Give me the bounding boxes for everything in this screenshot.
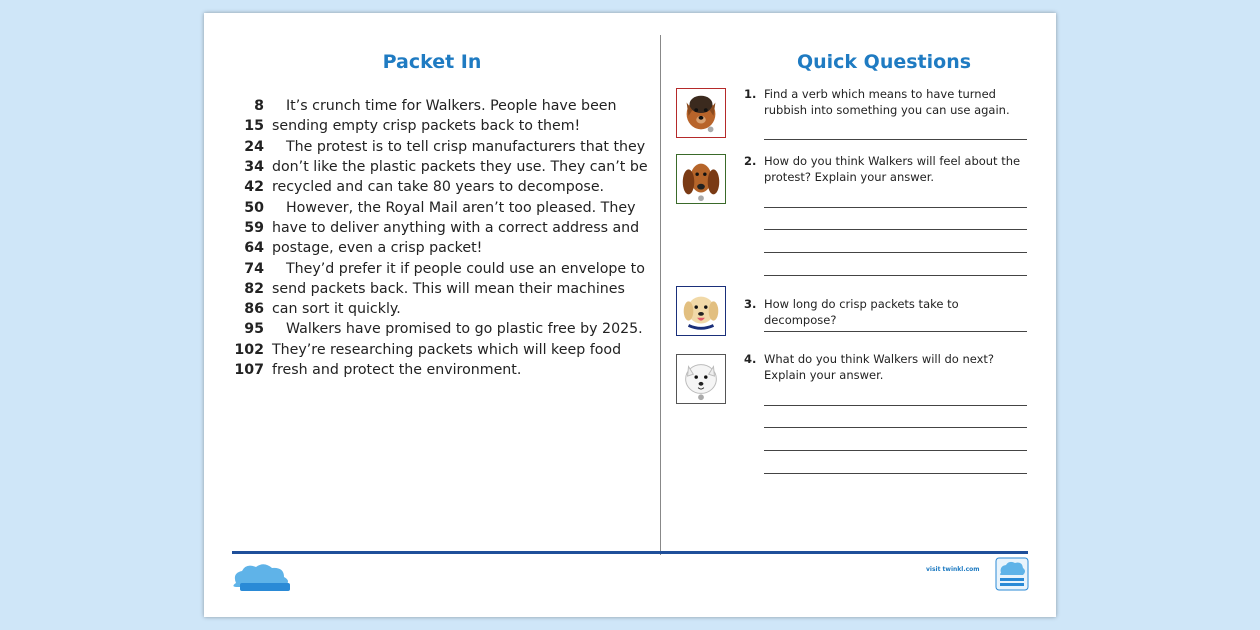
passage-line — [224, 197, 654, 217]
dog-icon-bloodhound — [676, 154, 726, 204]
question-2 — [744, 153, 1034, 185]
answer-line[interactable] — [764, 275, 1027, 276]
cloud-badge-icon — [995, 557, 1029, 591]
line-number: 102 — [234, 341, 264, 358]
question-text: How long do crisp packets take to decompose? — [764, 297, 959, 327]
line-number: 24 — [244, 138, 264, 155]
line-text: sending empty crisp packets back to them! — [272, 118, 581, 135]
question-3 — [744, 296, 1034, 328]
passage-line — [224, 279, 654, 299]
question-1 — [744, 86, 1034, 118]
answer-line[interactable] — [764, 139, 1027, 140]
answer-line[interactable] — [764, 450, 1027, 451]
line-number: 64 — [244, 240, 264, 257]
line-number: 107 — [234, 362, 264, 378]
passage-line — [224, 299, 654, 319]
answer-line[interactable] — [764, 427, 1027, 428]
question-text: What do you think Walkers will do next? Explain your answer. — [764, 352, 995, 382]
line-number: 15 — [244, 118, 264, 135]
line-number: 74 — [244, 260, 264, 277]
line-text: They’d prefer it if people could use an envelope to — [286, 260, 645, 277]
question-number: 3. — [744, 297, 757, 311]
line-text: They’re researching packets which will keep food — [272, 341, 622, 358]
footer-rule — [232, 551, 1028, 554]
answer-line[interactable] — [764, 229, 1027, 230]
line-text: It’s crunch time for Walkers. People have been — [286, 98, 617, 115]
question-number: 1. — [744, 87, 757, 101]
passage-line — [224, 96, 654, 116]
line-text: fresh and protect the environment. — [272, 362, 522, 378]
question-number: 4. — [744, 352, 757, 366]
line-text: send packets back. This will mean their machines — [272, 280, 625, 297]
question-4 — [744, 351, 1034, 383]
passage-line — [224, 340, 654, 360]
answer-line[interactable] — [764, 473, 1027, 474]
line-number: 50 — [244, 199, 264, 216]
line-number: 86 — [244, 301, 264, 318]
answer-line[interactable] — [764, 252, 1027, 253]
line-number: 34 — [244, 159, 264, 176]
line-text: don’t like the plastic packets they use. They can’t be — [272, 159, 648, 176]
passage-line — [224, 137, 654, 157]
question-text: How do you think Walkers will feel about the protest? Explain your answer. — [764, 154, 1021, 184]
line-text: recycled and can take 80 years to decompose. — [272, 179, 605, 196]
line-text: postage, even a crisp packet! — [272, 240, 483, 257]
line-number: 42 — [244, 179, 264, 196]
line-number: 95 — [244, 321, 264, 338]
passage-line — [224, 218, 654, 238]
line-text: However, the Royal Mail aren’t too pleased. They — [286, 199, 636, 216]
passage-line — [224, 157, 654, 177]
question-text: Find a verb which means to have turned rubbish into something you can use again. — [764, 87, 1010, 117]
worksheet-page — [204, 13, 1056, 617]
line-number: 59 — [244, 219, 264, 236]
line-number: 82 — [244, 280, 264, 297]
line-number: 8 — [254, 98, 264, 115]
passage-line — [224, 177, 654, 197]
column-divider — [660, 35, 661, 555]
passage-title: Packet In — [382, 51, 482, 73]
line-text: Walkers have promised to go plastic free by 2025. — [286, 321, 643, 338]
passage-line — [224, 319, 654, 339]
dog-icon-airedale — [676, 88, 726, 138]
passage-line — [224, 360, 654, 380]
line-text: have to deliver anything with a correct address and — [272, 219, 640, 236]
passage-line — [224, 116, 654, 136]
visit-link[interactable]: visit twinkl.com — [926, 566, 980, 573]
passage-line — [224, 238, 654, 258]
cloud-logo-icon — [226, 559, 296, 595]
line-text: The protest is to tell crisp manufacturers that they — [286, 138, 646, 155]
answer-line[interactable] — [764, 207, 1027, 208]
answer-line[interactable] — [764, 331, 1027, 332]
question-number: 2. — [744, 154, 757, 168]
dog-icon-samoyed — [676, 354, 726, 404]
passage-text — [224, 96, 654, 380]
line-text: can sort it quickly. — [272, 301, 401, 318]
questions-title: Quick Questions — [796, 51, 972, 73]
dog-icon-golden-retriever — [676, 286, 726, 336]
answer-line[interactable] — [764, 405, 1027, 406]
passage-line — [224, 258, 654, 278]
